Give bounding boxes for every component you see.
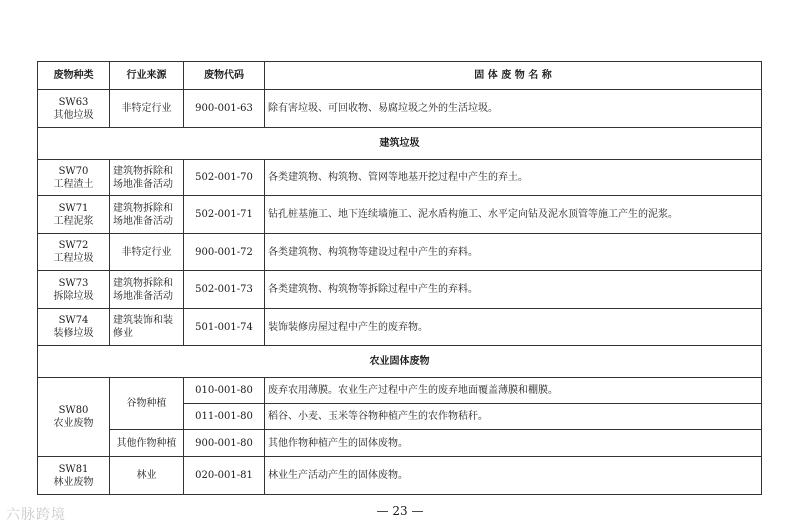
code-cell: 502-001-71: [184, 196, 265, 234]
source-cell: 林业: [110, 457, 184, 495]
description-cell: 装饰装修房屋过程中产生的废弃物。: [265, 309, 762, 346]
description-cell: 各类建筑物、构筑物等建设过程中产生的弃料。: [265, 234, 762, 271]
source-cell: 非特定行业: [110, 90, 184, 128]
source-cell: 非特定行业: [110, 234, 184, 271]
code-cell: 900-001-63: [184, 90, 265, 128]
category-name: 工程垃圾: [53, 253, 94, 264]
description-cell: 林业生产活动产生的固体废物。: [265, 457, 762, 495]
category-cell: [38, 90, 110, 128]
category-cell: [38, 309, 110, 346]
code-cell: 011-001-80: [184, 404, 265, 430]
code-cell: 020-001-81: [184, 457, 265, 495]
table-row: [38, 234, 762, 271]
table-header-row: [38, 62, 762, 90]
category-name: 其他垃圾: [53, 109, 94, 121]
description-cell: 废弃农用薄膜。农业生产过程中产生的废弃地面覆盖薄膜和棚膜。: [265, 378, 762, 404]
section-title: 农业固体废物: [38, 346, 762, 378]
description-cell: 各类建筑物、构筑物等拆除过程中产生的弃料。: [265, 271, 762, 309]
category-cell: [38, 160, 110, 196]
category-cell: [38, 234, 110, 271]
description-cell: 其他作物种植产生的固体废物。: [265, 430, 762, 457]
category-code: SW71: [58, 202, 89, 214]
code-cell: 501-001-74: [184, 309, 265, 346]
source-cell: 建筑物拆除和场地准备活动: [110, 160, 184, 196]
source-cell: 建筑物拆除和场地准备活动: [110, 196, 184, 234]
code-cell: 502-001-73: [184, 271, 265, 309]
section-row-construction: [38, 128, 762, 160]
category-code: SW80: [58, 405, 89, 416]
category-cell: [38, 457, 110, 495]
category-cell: [38, 378, 110, 457]
header-code: 废物代码: [184, 62, 265, 90]
category-code: SW70: [58, 165, 89, 177]
source-cell: 其他作物种植: [110, 430, 184, 457]
code-cell: 502-001-70: [184, 160, 265, 196]
category-name: 农业废物: [53, 418, 94, 429]
category-name: 工程泥浆: [53, 215, 94, 227]
table-row: [38, 160, 762, 196]
table-row: [38, 378, 762, 404]
description-cell: 除有害垃圾、可回收物、易腐垃圾之外的生活垃圾。: [265, 90, 762, 128]
waste-table: [37, 61, 762, 495]
category-cell: [38, 271, 110, 309]
section-title: 建筑垃圾: [38, 128, 762, 160]
category-name: 装修垃圾: [53, 328, 94, 339]
description-cell: 各类建筑物、构筑物、管网等地基开挖过程中产生的弃土。: [265, 160, 762, 196]
category-code: SW63: [58, 96, 89, 108]
table-row: [38, 430, 762, 457]
source-cell: 谷物种植: [110, 378, 184, 430]
table-row: [38, 271, 762, 309]
table-row: [38, 309, 762, 346]
category-cell: [38, 196, 110, 234]
category-code: SW74: [58, 315, 89, 326]
description-cell: 钻孔桩基施工、地下连续墙施工、泥水盾构施工、水平定向钻及泥水顶管等施工产生的泥浆。: [265, 196, 762, 234]
category-name: 工程渣土: [53, 178, 94, 190]
header-category: 废物种类: [38, 62, 110, 90]
header-source: 行业来源: [110, 62, 184, 90]
table-row: [38, 457, 762, 495]
source-cell: 建筑装饰和装修业: [110, 309, 184, 346]
code-cell: 010-001-80: [184, 378, 265, 404]
table-row: [38, 90, 762, 128]
category-code: SW81: [58, 463, 89, 475]
description-cell: 稻谷、小麦、玉米等谷物种植产生的农作物秸秆。: [265, 404, 762, 430]
header-description: 固 体 废 物 名 称: [265, 62, 762, 90]
category-code: SW72: [58, 240, 89, 251]
category-name: 拆除垃圾: [53, 290, 94, 302]
watermark-logo: 六脉跨境: [6, 507, 66, 523]
code-cell: 900-001-72: [184, 234, 265, 271]
category-code: SW73: [58, 277, 89, 289]
table-row: [38, 196, 762, 234]
section-row-agriculture: [38, 346, 762, 378]
source-cell: 建筑物拆除和场地准备活动: [110, 271, 184, 309]
category-name: 林业废物: [53, 476, 94, 488]
code-cell: 900-001-80: [184, 430, 265, 457]
page-number: — 23 —: [376, 504, 424, 518]
